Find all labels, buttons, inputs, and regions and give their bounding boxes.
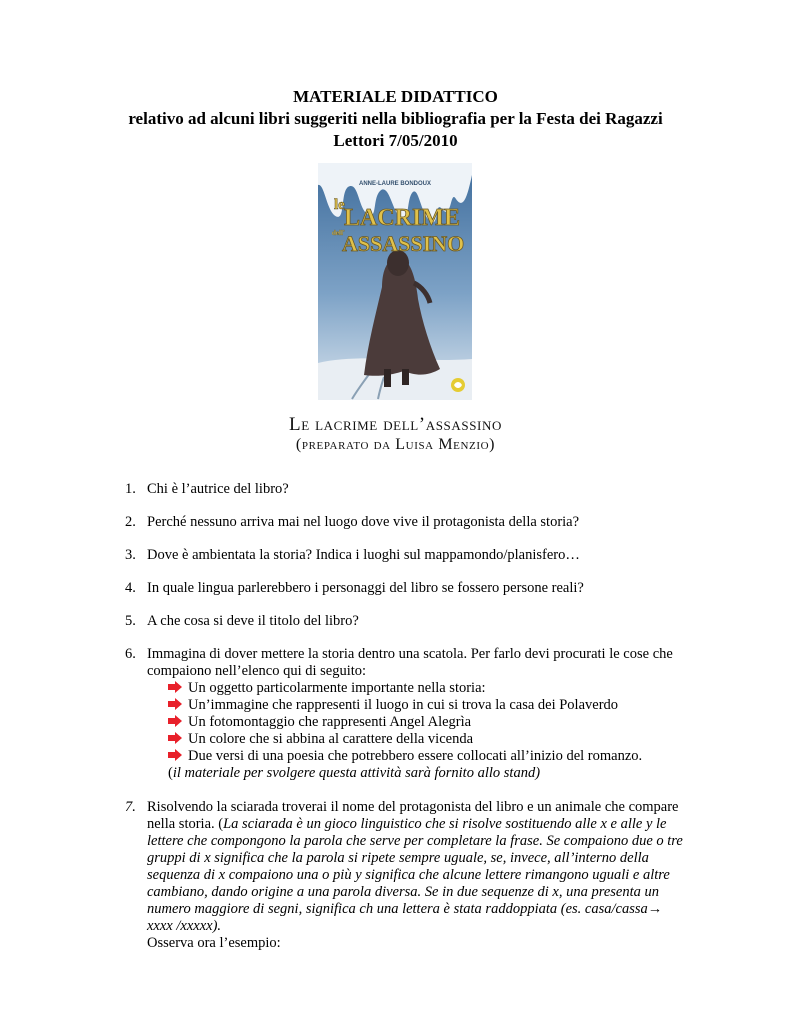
cover-title-lacrime: LACRIME — [344, 205, 461, 231]
question-text-line: sequenza di x compaiono una o più y significa che alcune lettere rimangono uguali e altre — [147, 867, 670, 883]
question-number: 5. — [125, 613, 136, 629]
red-arrow-icon — [168, 749, 182, 761]
document-header — [0, 86, 791, 152]
question-text-line: Immagina di dover mettere la storia dentro una scatola. Per farlo devi procurati le cose che — [147, 646, 673, 662]
question-text: Perché nessuno arriva mai nel luogo dove vive il protagonista della storia? — [147, 514, 580, 530]
bullet-item — [168, 697, 618, 714]
header-title: MATERIALE DIDATTICO — [293, 87, 498, 106]
bullet-item — [168, 714, 471, 731]
question-text-line: gruppi di x significa che la parola si ripete sempre uguale, se, invece, all’interno della — [147, 850, 649, 866]
book-subtitle: (preparato da Luisa Menzio) — [295, 436, 496, 453]
question-number: 4. — [125, 580, 136, 596]
question-number: 1. — [125, 481, 136, 497]
question-text — [147, 646, 690, 680]
bullet-text: Un fotomontaggio che rappresenti Angel Alegrìa — [188, 714, 472, 730]
bullet-item — [168, 748, 642, 765]
stand-note — [168, 765, 540, 782]
question-text-line: xxxx /xxxxx). — [147, 918, 222, 934]
red-arrow-icon — [168, 715, 182, 727]
cover-author: ANNE-LAURE BONDOUX — [359, 181, 431, 187]
question-text: Dove è ambientata la storia? Indica i luoghi sul mappamondo/planisfero… — [147, 547, 580, 563]
red-arrow-icon — [168, 681, 182, 693]
cover-title-dell: dell' — [332, 229, 345, 237]
cover-title-assassino: ASSASSINO — [342, 231, 465, 256]
question-7-text — [147, 799, 690, 952]
question-text-italic: La sciarada è un gioco linguistico che si risolve sostituendo alle x e alle y le — [223, 816, 667, 832]
note-text: il materiale per svolgere questa attività sarà fornito allo stand) — [172, 765, 541, 781]
cover-title-le: le — [334, 197, 345, 213]
question-text-line: lettere che compongono la parola che serve per completare la frase. Se compaiono due o tre — [147, 833, 683, 849]
question-text: In quale lingua parlerebbero i personaggi del libro se fossero persone reali? — [147, 580, 584, 596]
book-cover-illustration — [318, 163, 472, 400]
question-text-plain: nella storia. ( — [147, 816, 224, 832]
bullet-item — [168, 731, 473, 748]
question-number: 6. — [125, 646, 136, 662]
question-number: 7. — [125, 799, 136, 815]
question-text-line: Osserva ora l’esempio: — [147, 935, 281, 951]
bullet-text: Due versi di una poesia che potrebbero essere collocati all’inizio del romanzo. — [188, 748, 643, 764]
question-number: 2. — [125, 514, 136, 530]
red-arrow-icon — [168, 732, 182, 744]
question-text-line: Risolvendo la sciarada troverai il nome del protagonista del libro e un animale che compare — [147, 799, 679, 815]
question-text-line — [147, 816, 690, 833]
bullet-text: Un’immagine che rappresenti il luogo in cui si trova la casa dei Polaverdo — [188, 697, 619, 713]
question-text-line: cambiano, dando origine a una parola diversa. Se in due sequenze di x, una presenta un — [147, 884, 659, 900]
note-paren: ( — [168, 765, 173, 781]
header-date: Lettori 7/05/2010 — [333, 131, 458, 150]
book-title: Le lacrime dell’assassino — [289, 414, 502, 435]
question-text-line: numero maggiore di segni, significa ch una lettera è stata raddoppiata (es. casa/cassa→ — [147, 901, 663, 917]
question-text: A che cosa si deve il titolo del libro? — [147, 613, 359, 629]
question-text: Chi è l’autrice del libro? — [147, 481, 289, 497]
book-cover-image — [318, 163, 472, 400]
question-number: 3. — [125, 547, 136, 563]
bullet-text: Un colore che si abbina al carattere della vicenda — [188, 731, 474, 747]
header-subtitle: relativo ad alcuni libri suggeriti nella bibliografia per la Festa dei Ragazzi — [128, 109, 663, 128]
bullet-text: Un oggetto particolarmente importante nella storia: — [188, 680, 486, 696]
red-arrow-icon — [168, 698, 182, 710]
bullet-item — [168, 680, 486, 697]
question-text-line: compaiono nell’elenco qui di seguito: — [147, 663, 367, 679]
